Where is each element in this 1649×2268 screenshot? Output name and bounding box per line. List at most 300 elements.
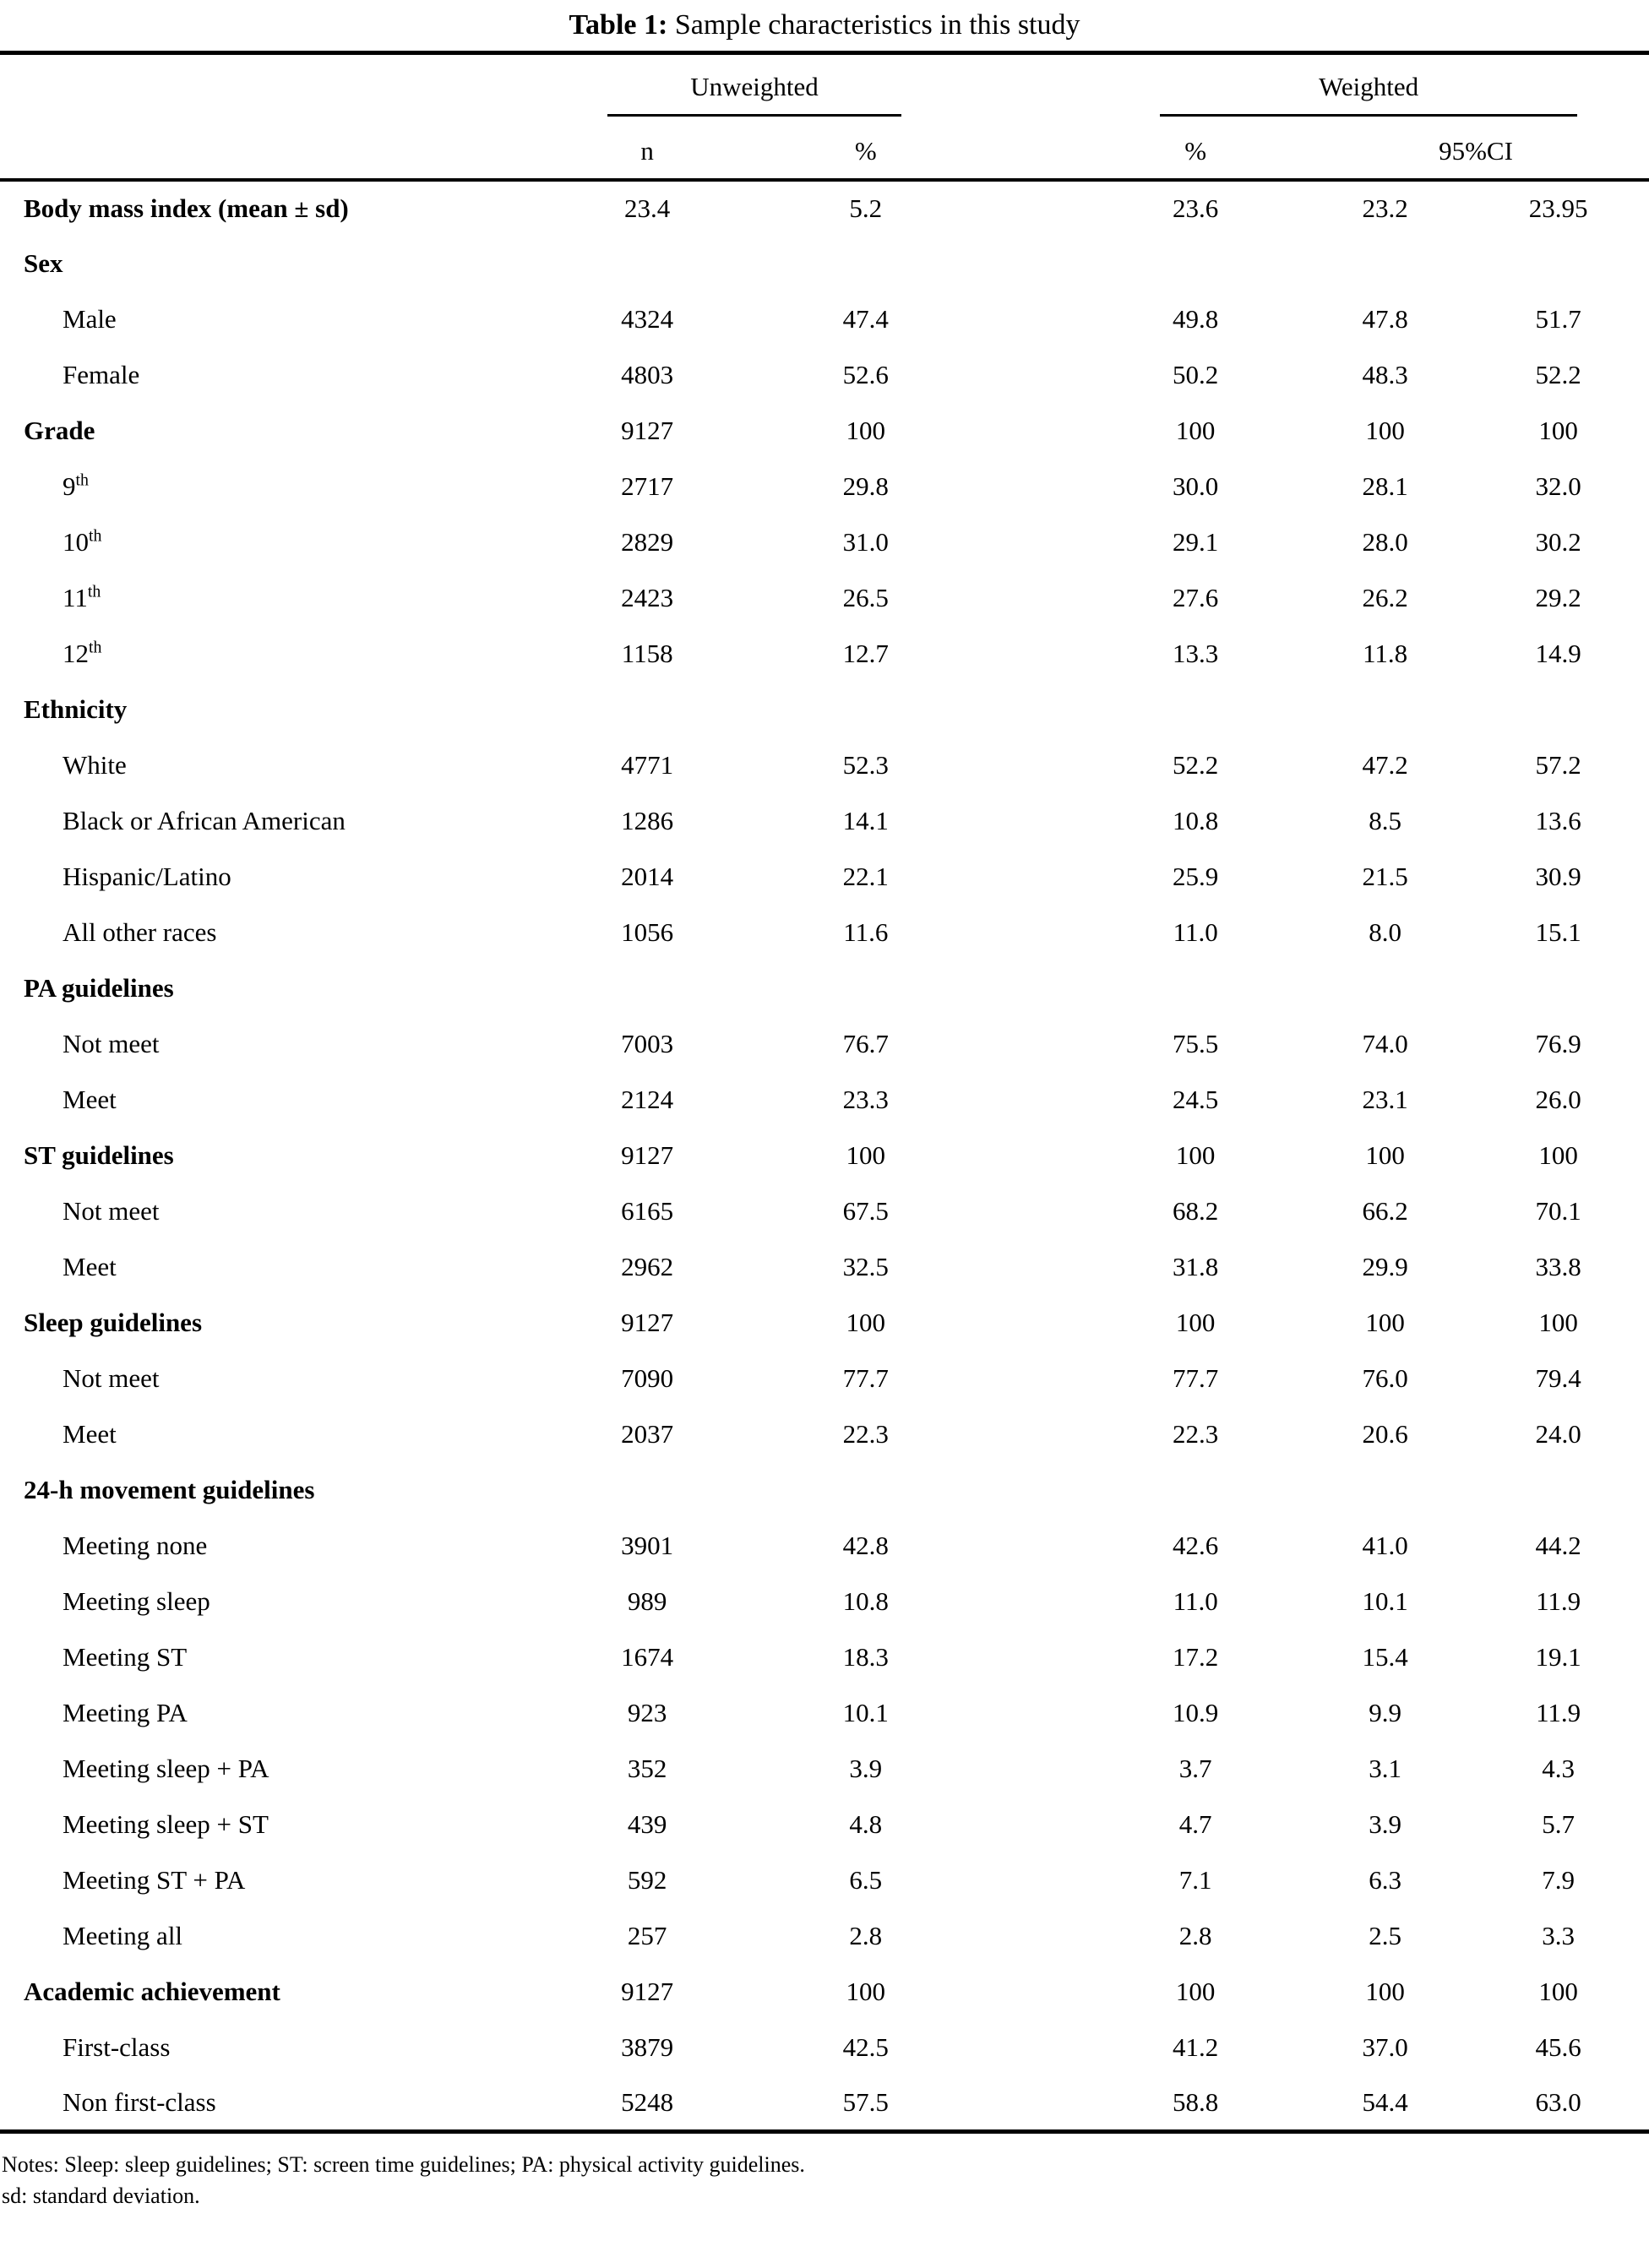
row-label: PA guidelines (24, 973, 174, 1003)
cell-unweighted-pct (759, 1462, 973, 1518)
cell-ci-high: 100 (1538, 416, 1578, 445)
table-row (0, 1016, 1649, 1072)
cell-ci-high: 24.0 (1535, 1419, 1581, 1449)
cell-n: 2124 (621, 1085, 674, 1114)
cell-unweighted-pct: 22.1 (842, 862, 889, 891)
column-header-gap (973, 117, 1089, 180)
row-label: Black or African American (63, 806, 346, 835)
spacer-cell (973, 1016, 1089, 1072)
cell-weighted-pct: 10.9 (1173, 1698, 1219, 1727)
cell-ci-high (1467, 960, 1649, 1016)
cell-unweighted-pct (759, 236, 973, 291)
cell-weighted-pct: 30.0 (1173, 471, 1219, 501)
cell-unweighted-pct: 57.5 (842, 2086, 889, 2117)
cell-ci-high: 76.9 (1535, 1029, 1581, 1058)
cell-weighted-pct: 41.2 (1173, 2032, 1219, 2062)
row-label: Ethnicity (24, 694, 128, 724)
cell-unweighted-pct: 12.7 (842, 639, 889, 668)
cell-n: 1056 (621, 917, 674, 947)
ordinal-suffix: th (87, 582, 101, 601)
cell-n: 1158 (621, 639, 673, 668)
cell-ci-low: 47.2 (1362, 750, 1408, 780)
table-row (0, 347, 1649, 403)
table-row (0, 1797, 1649, 1852)
table-row (0, 905, 1649, 960)
cell-weighted-pct: 58.8 (1173, 2086, 1219, 2117)
cell-ci-high: 23.95 (1528, 193, 1588, 223)
cell-unweighted-pct (759, 960, 973, 1016)
cell-weighted-pct: 3.7 (1178, 1754, 1212, 1783)
table-row (0, 1351, 1649, 1406)
cell-weighted-pct: 17.2 (1173, 1642, 1219, 1672)
column-header-row (0, 117, 1649, 180)
cell-weighted-pct (1088, 682, 1303, 737)
cell-weighted-pct: 100 (1175, 1140, 1216, 1170)
cell-unweighted-pct: 2.8 (849, 1921, 883, 1950)
cell-ci-low: 100 (1365, 416, 1405, 445)
table-row (0, 1072, 1649, 1128)
spacer-cell (973, 1406, 1089, 1462)
row-label: Non first-class (63, 2086, 216, 2117)
cell-weighted-pct (1088, 236, 1303, 291)
cell-unweighted-pct: 10.1 (842, 1698, 889, 1727)
cell-ci-high: 7.9 (1542, 1865, 1575, 1895)
cell-n (536, 682, 759, 737)
table-row (0, 682, 1649, 737)
cell-ci-high: 5.7 (1542, 1809, 1575, 1839)
row-label: ST guidelines (24, 1140, 174, 1170)
row-label: Meeting ST + PA (63, 1865, 246, 1895)
spacer-cell (973, 1518, 1089, 1574)
table-row (0, 793, 1649, 849)
cell-weighted-pct: 77.7 (1173, 1363, 1219, 1393)
cell-ci-high (1467, 1462, 1649, 1518)
cell-weighted-pct: 50.2 (1173, 360, 1219, 389)
cell-unweighted-pct: 5.2 (849, 193, 883, 223)
spacer-cell (973, 905, 1089, 960)
spacer-cell (973, 1797, 1089, 1852)
spacer-cell (973, 1685, 1089, 1741)
spacer-cell (973, 1295, 1089, 1351)
cell-n (536, 1462, 759, 1518)
row-label: Grade (24, 416, 95, 445)
table-row (0, 849, 1649, 905)
group-unweighted-label: Unweighted (607, 72, 901, 117)
cell-ci-low: 41.0 (1362, 1531, 1408, 1560)
cell-ci-low: 11.8 (1363, 639, 1408, 668)
spacer-cell (973, 403, 1089, 459)
cell-unweighted-pct: 100 (846, 1977, 886, 2006)
table-notes (2, 2149, 1649, 2211)
cell-ci-low (1303, 1462, 1467, 1518)
cell-unweighted-pct: 31.0 (842, 527, 889, 557)
cell-n: 257 (627, 1921, 667, 1950)
spacer-cell (973, 180, 1089, 236)
cell-n: 2423 (621, 583, 674, 612)
cell-weighted-pct: 23.6 (1173, 193, 1219, 223)
cell-ci-high: 33.8 (1535, 1252, 1581, 1281)
spacer-cell (973, 1574, 1089, 1629)
row-label: Meet (63, 1085, 117, 1114)
table-row (0, 403, 1649, 459)
cell-weighted-pct: 29.1 (1173, 527, 1219, 557)
cell-weighted-pct: 49.8 (1173, 304, 1219, 334)
table-row (0, 180, 1649, 236)
cell-ci-high: 30.9 (1535, 862, 1581, 891)
spacer-cell (973, 793, 1089, 849)
cell-unweighted-pct: 18.3 (842, 1642, 889, 1672)
cell-ci-high: 57.2 (1535, 750, 1581, 780)
cell-ci-high: 44.2 (1535, 1531, 1581, 1560)
cell-n: 7003 (621, 1029, 674, 1058)
row-label: All other races (63, 917, 217, 947)
ordinal-suffix: th (89, 638, 102, 657)
table-row (0, 737, 1649, 793)
row-label: Meeting all (63, 1921, 183, 1950)
table-row (0, 1629, 1649, 1685)
col-header-pct-weighted: % (1088, 117, 1303, 180)
cell-n (536, 236, 759, 291)
cell-weighted-pct: 100 (1175, 1977, 1216, 2006)
table-row (0, 960, 1649, 1016)
row-label: Not meet (63, 1196, 160, 1226)
table-row (0, 1685, 1649, 1741)
table-row (0, 2075, 1649, 2131)
notes-line-2: sd: standard deviation. (2, 2183, 200, 2208)
cell-unweighted-pct: 26.5 (842, 583, 889, 612)
cell-weighted-pct: 13.3 (1173, 639, 1219, 668)
row-label: 10th (63, 526, 102, 557)
group-header-gap (973, 53, 1089, 118)
cell-ci-high: 79.4 (1535, 1363, 1581, 1393)
spacer-cell (973, 514, 1089, 570)
cell-ci-low: 100 (1365, 1140, 1405, 1170)
cell-weighted-pct: 31.8 (1173, 1252, 1219, 1281)
cell-weighted-pct: 52.2 (1173, 750, 1219, 780)
ordinal-suffix: th (75, 470, 89, 490)
table-row (0, 1574, 1649, 1629)
col-header-ci: 95%CI (1303, 117, 1649, 180)
cell-n: 23.4 (624, 193, 671, 223)
cell-ci-high: 30.2 (1535, 527, 1581, 557)
cell-ci-low: 28.1 (1362, 471, 1408, 501)
cell-ci-high: 13.6 (1535, 806, 1581, 835)
table-row (0, 291, 1649, 347)
cell-n: 3879 (621, 2032, 674, 2062)
column-header-spacer (0, 117, 536, 180)
cell-ci-low (1303, 960, 1467, 1016)
cell-ci-low (1303, 236, 1467, 291)
spacer-cell (973, 2020, 1089, 2075)
row-label: White (63, 750, 127, 780)
table-row (0, 1908, 1649, 1964)
cell-ci-high: 11.9 (1536, 1698, 1581, 1727)
spacer-cell (973, 849, 1089, 905)
cell-unweighted-pct: 42.8 (842, 1531, 889, 1560)
cell-ci-high: 52.2 (1535, 360, 1581, 389)
cell-ci-low: 66.2 (1362, 1196, 1408, 1226)
spacer-cell (973, 236, 1089, 291)
spacer-cell (973, 626, 1089, 682)
cell-ci-low: 20.6 (1362, 1419, 1408, 1449)
cell-ci-low: 26.2 (1362, 583, 1408, 612)
cell-unweighted-pct: 23.3 (842, 1085, 889, 1114)
cell-n: 2014 (621, 862, 674, 891)
ordinal-suffix: th (89, 526, 102, 546)
cell-n: 1286 (621, 806, 674, 835)
cell-weighted-pct: 25.9 (1173, 862, 1219, 891)
cell-ci-low: 29.9 (1362, 1252, 1408, 1281)
cell-n: 9127 (621, 416, 674, 445)
cell-weighted-pct: 7.1 (1178, 1865, 1212, 1895)
table-row (0, 1128, 1649, 1183)
table-row (0, 1183, 1649, 1239)
cell-unweighted-pct (759, 682, 973, 737)
row-label: 12th (63, 638, 102, 668)
cell-ci-low: 21.5 (1362, 862, 1408, 891)
spacer-cell (973, 1072, 1089, 1128)
spacer-cell (973, 570, 1089, 626)
group-unweighted (536, 53, 972, 118)
cell-n: 352 (627, 1754, 667, 1783)
cell-unweighted-pct: 67.5 (842, 1196, 889, 1226)
cell-ci-low: 8.5 (1369, 806, 1402, 835)
table-row (0, 2020, 1649, 2075)
cell-ci-low: 6.3 (1369, 1865, 1402, 1895)
cell-ci-high: 3.3 (1542, 1921, 1575, 1950)
spacer-cell (973, 1128, 1089, 1183)
cell-ci-low: 9.9 (1369, 1698, 1402, 1727)
cell-n: 2829 (621, 527, 674, 557)
spacer-cell (973, 347, 1089, 403)
cell-ci-low: 3.1 (1369, 1754, 1402, 1783)
cell-ci-low (1303, 682, 1467, 737)
cell-weighted-pct: 11.0 (1173, 1586, 1218, 1616)
cell-ci-low: 2.5 (1369, 1921, 1402, 1950)
table-row (0, 236, 1649, 291)
cell-weighted-pct: 10.8 (1173, 806, 1219, 835)
row-label: Meet (63, 1252, 117, 1281)
spacer-cell (973, 1908, 1089, 1964)
cell-weighted-pct (1088, 960, 1303, 1016)
cell-ci-high: 45.6 (1535, 2032, 1581, 2062)
cell-ci-low: 54.4 (1362, 2086, 1408, 2117)
row-label: Meeting sleep + PA (63, 1754, 269, 1783)
spacer-cell (973, 1964, 1089, 2020)
cell-weighted-pct (1088, 1462, 1303, 1518)
table-row (0, 1852, 1649, 1908)
cell-ci-high: 32.0 (1535, 471, 1581, 501)
cell-n: 3901 (621, 1531, 674, 1560)
table-title-text: Sample characteristics in this study (674, 9, 1080, 41)
table-row (0, 1295, 1649, 1351)
group-header-spacer (0, 53, 536, 118)
cell-ci-high: 51.7 (1535, 304, 1581, 334)
cell-n: 9127 (621, 1308, 674, 1337)
cell-n: 2717 (621, 471, 674, 501)
table-row (0, 1741, 1649, 1797)
cell-ci-low: 100 (1365, 1977, 1405, 2006)
row-label: Meet (63, 1419, 117, 1449)
cell-ci-high: 29.2 (1535, 583, 1581, 612)
spacer-cell (973, 1741, 1089, 1797)
cell-ci-high: 11.9 (1536, 1586, 1581, 1616)
row-label: Body mass index (mean ± sd) (24, 193, 349, 223)
cell-unweighted-pct: 42.5 (842, 2032, 889, 2062)
cell-n: 5248 (621, 2086, 674, 2117)
cell-unweighted-pct: 100 (846, 1308, 886, 1337)
spacer-cell (973, 459, 1089, 514)
cell-unweighted-pct: 29.8 (842, 471, 889, 501)
spacer-cell (973, 1239, 1089, 1295)
table-row (0, 626, 1649, 682)
cell-n: 4771 (621, 750, 674, 780)
cell-weighted-pct: 24.5 (1173, 1085, 1219, 1114)
cell-weighted-pct: 75.5 (1173, 1029, 1219, 1058)
spacer-cell (973, 1351, 1089, 1406)
cell-ci-high: 100 (1538, 1140, 1578, 1170)
cell-ci-low: 3.9 (1369, 1809, 1402, 1839)
row-label: Hispanic/Latino (63, 862, 231, 891)
cell-weighted-pct: 22.3 (1173, 1419, 1219, 1449)
spacer-cell (973, 2075, 1089, 2131)
cell-unweighted-pct: 100 (846, 1140, 886, 1170)
group-header-row (0, 53, 1649, 118)
cell-ci-low: 23.1 (1362, 1085, 1408, 1114)
spacer-cell (973, 737, 1089, 793)
table-row (0, 1462, 1649, 1518)
cell-weighted-pct: 27.6 (1173, 583, 1219, 612)
notes-line-1: Notes: Sleep: sleep guidelines; ST: screen time guidelines; PA: physical activity guidelines. (2, 2151, 805, 2177)
cell-ci-low: 76.0 (1362, 1363, 1408, 1393)
spacer-cell (973, 960, 1089, 1016)
cell-weighted-pct: 42.6 (1173, 1531, 1219, 1560)
col-header-n: n (536, 117, 759, 180)
cell-n: 4324 (621, 304, 674, 334)
cell-weighted-pct: 11.0 (1173, 917, 1218, 947)
spacer-cell (973, 1852, 1089, 1908)
cell-ci-high (1467, 682, 1649, 737)
table-title-label: Table 1: (569, 9, 668, 41)
cell-n: 923 (627, 1698, 667, 1727)
cell-ci-low: 47.8 (1362, 304, 1408, 334)
cell-ci-high: 26.0 (1535, 1085, 1581, 1114)
cell-unweighted-pct: 6.5 (849, 1865, 883, 1895)
spacer-cell (973, 291, 1089, 347)
cell-unweighted-pct: 52.3 (842, 750, 889, 780)
table-row (0, 459, 1649, 514)
cell-n: 4803 (621, 360, 674, 389)
cell-n: 6165 (621, 1196, 674, 1226)
spacer-cell (973, 682, 1089, 737)
cell-unweighted-pct: 11.6 (843, 917, 889, 947)
cell-n (536, 960, 759, 1016)
row-label: Not meet (63, 1363, 160, 1393)
spacer-cell (973, 1462, 1089, 1518)
row-label: 11th (63, 582, 101, 612)
cell-ci-high: 100 (1538, 1308, 1578, 1337)
cell-ci-high (1467, 236, 1649, 291)
cell-unweighted-pct: 76.7 (842, 1029, 889, 1058)
table-row (0, 570, 1649, 626)
row-label: Meeting sleep (63, 1586, 210, 1616)
cell-ci-low: 15.4 (1362, 1642, 1408, 1672)
cell-unweighted-pct: 77.7 (842, 1363, 889, 1393)
cell-unweighted-pct: 47.4 (842, 304, 889, 334)
row-label: 24-h movement guidelines (24, 1475, 315, 1504)
cell-ci-low: 100 (1365, 1308, 1405, 1337)
table-row (0, 1518, 1649, 1574)
cell-unweighted-pct: 4.8 (849, 1809, 883, 1839)
cell-n: 592 (627, 1865, 667, 1895)
cell-weighted-pct: 4.7 (1178, 1809, 1212, 1839)
table-row (0, 514, 1649, 570)
row-label: 9th (63, 470, 89, 501)
group-weighted-label: Weighted (1160, 72, 1577, 117)
cell-ci-high: 100 (1538, 1977, 1578, 2006)
cell-ci-high: 70.1 (1535, 1196, 1581, 1226)
cell-unweighted-pct: 32.5 (842, 1252, 889, 1281)
cell-weighted-pct: 2.8 (1178, 1921, 1212, 1950)
table-title (0, 0, 1649, 51)
cell-n: 2962 (621, 1252, 674, 1281)
cell-unweighted-pct: 3.9 (849, 1754, 883, 1783)
cell-n: 7090 (621, 1363, 674, 1393)
row-label: Sex (24, 248, 63, 278)
cell-unweighted-pct: 14.1 (842, 806, 889, 835)
table-row (0, 1964, 1649, 2020)
row-label: Sleep guidelines (24, 1308, 203, 1337)
cell-ci-low: 10.1 (1362, 1586, 1408, 1616)
row-label: Not meet (63, 1029, 160, 1058)
cell-ci-low: 8.0 (1369, 917, 1402, 947)
row-label: Meeting sleep + ST (63, 1809, 269, 1839)
table-row (0, 1239, 1649, 1295)
cell-ci-low: 37.0 (1362, 2032, 1408, 2062)
row-label: Meeting ST (63, 1642, 188, 1672)
cell-n: 2037 (621, 1419, 674, 1449)
cell-ci-high: 4.3 (1542, 1754, 1575, 1783)
cell-unweighted-pct: 10.8 (842, 1586, 889, 1616)
sample-characteristics-table (0, 51, 1649, 2134)
cell-ci-low: 23.2 (1362, 193, 1408, 223)
cell-n: 439 (627, 1809, 667, 1839)
cell-unweighted-pct: 22.3 (842, 1419, 889, 1449)
spacer-cell (973, 1629, 1089, 1685)
row-label: Female (63, 360, 140, 389)
group-weighted (1088, 53, 1649, 118)
cell-ci-high: 15.1 (1535, 917, 1581, 947)
row-label: First-class (63, 2032, 171, 2062)
cell-ci-high: 63.0 (1535, 2086, 1581, 2117)
table-row (0, 1406, 1649, 1462)
row-label: Meeting none (63, 1531, 208, 1560)
col-header-pct-unweighted: % (759, 117, 973, 180)
cell-ci-low: 28.0 (1362, 527, 1408, 557)
cell-ci-high: 14.9 (1535, 639, 1581, 668)
cell-weighted-pct: 68.2 (1173, 1196, 1219, 1226)
cell-ci-high: 19.1 (1535, 1642, 1581, 1672)
cell-ci-low: 74.0 (1362, 1029, 1408, 1058)
cell-ci-low: 48.3 (1362, 360, 1408, 389)
cell-weighted-pct: 100 (1175, 416, 1216, 445)
row-label: Academic achievement (24, 1977, 280, 2006)
cell-n: 9127 (621, 1977, 674, 2006)
cell-weighted-pct: 100 (1175, 1308, 1216, 1337)
row-label: Meeting PA (63, 1698, 188, 1727)
cell-unweighted-pct: 52.6 (842, 360, 889, 389)
row-label: Male (63, 304, 117, 334)
